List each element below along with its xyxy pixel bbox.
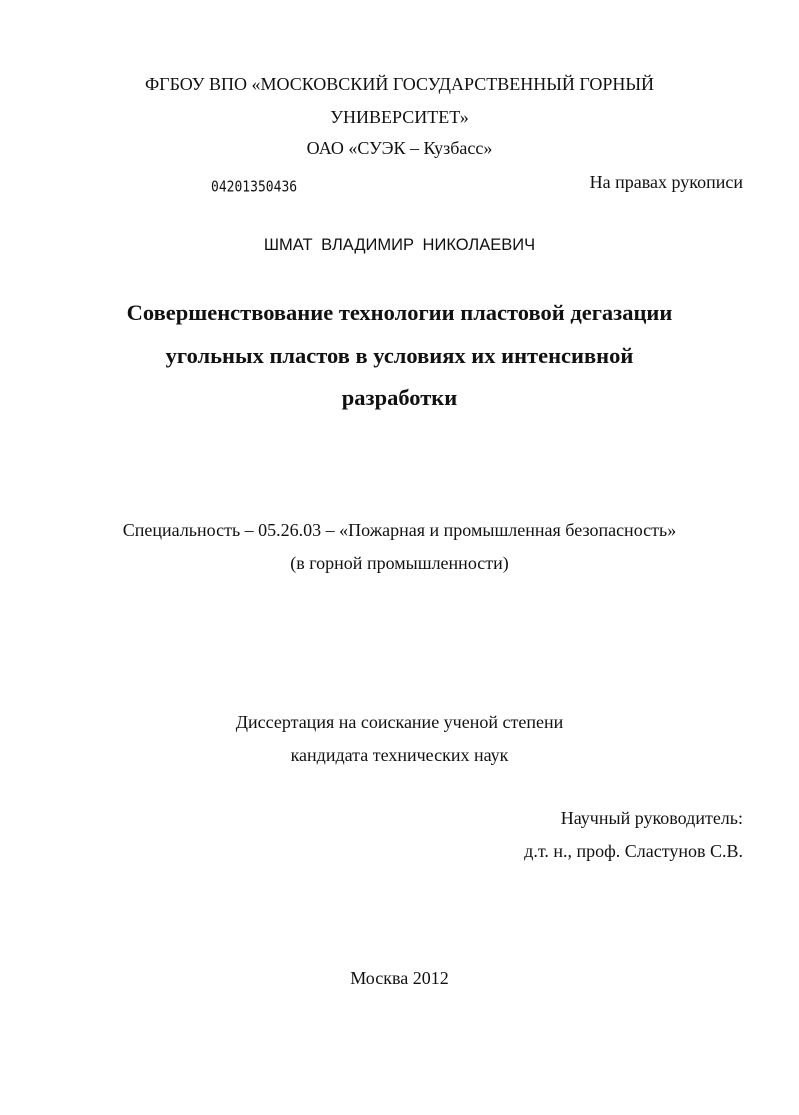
title-line-3: разработки xyxy=(341,385,458,410)
institution-line-1: ФГБОУ ВПО «МОСКОВСКИЙ ГОСУДАРСТВЕННЫЙ ГОРНЫЙ xyxy=(144,74,655,94)
specialty-line-1: Специальность – 05.26.03 – «Пожарная и промышленная безопасность» xyxy=(122,520,677,540)
manuscript-note: На правах рукописи xyxy=(589,172,743,192)
supervisor-label: Научный руководитель: xyxy=(560,808,743,828)
city-year: Москва 2012 xyxy=(350,968,449,988)
author-name: ШМАТ ВЛАДИМИР НИКОЛАЕВИЧ xyxy=(263,236,536,254)
degree-line-1: Диссертация на соискание ученой степени xyxy=(235,712,564,732)
institution-line-2: УНИВЕРСИТЕТ» xyxy=(330,107,469,127)
title-line-2: угольных пластов в условиях их интенсивной xyxy=(165,343,634,368)
registration-number: 04201350436 xyxy=(211,178,298,197)
supervisor-name: д.т. н., проф. Сластунов С.В. xyxy=(524,841,743,861)
organization: ОАО «СУЭК – Кузбасс» xyxy=(306,138,493,158)
degree-line-2: кандидата технических наук xyxy=(290,745,509,765)
title-line-1: Совершенствование технологии пластовой дегазации xyxy=(126,300,673,325)
specialty-line-2: (в горной промышленности) xyxy=(290,553,509,573)
